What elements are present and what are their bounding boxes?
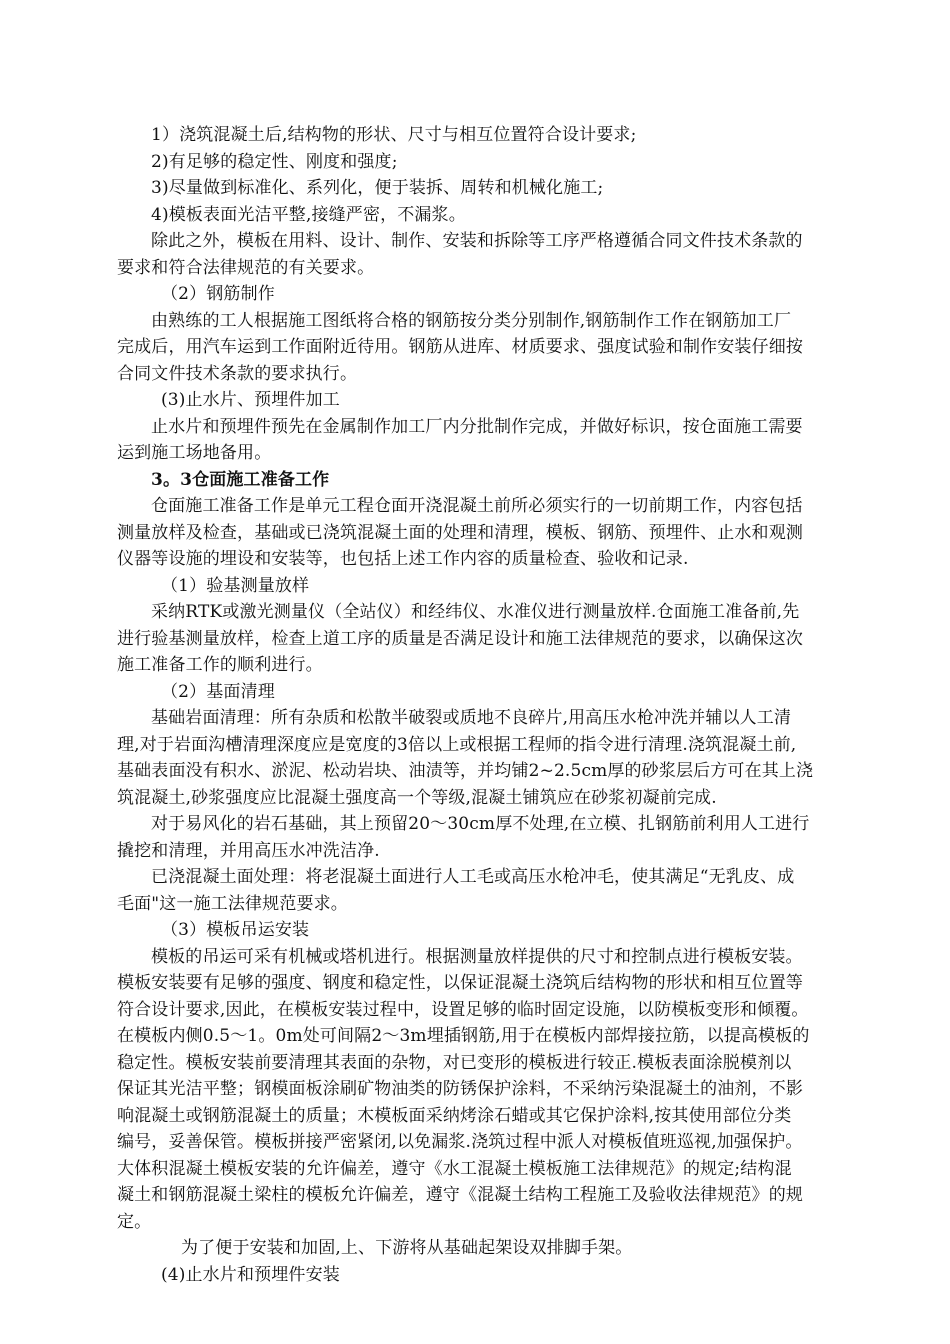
text-line: 在模板内侧0.5～1。0m处可间隔2～3m埋插钢筋,用于在模板内部焊接拉筋，以提高模板的 xyxy=(117,1026,810,1046)
text-line: 由熟练的工人根据施工图纸将合格的钢筋按分类分别制作,钢筋制作工作在钢筋加工厂 xyxy=(151,310,792,331)
text-line: 模板安装要有足够的强度、钢度和稳定性，以保证混凝土浇筑后结构物的形状和相互位置等 xyxy=(117,973,803,993)
text-line: 响混凝土或钢筋混凝土的质量；木模板面采纳烤涂石蜡或其它保护涂料,按其使用部位分类 xyxy=(117,1105,792,1126)
text-line: 为了便于安装和加固,上、下游将从基础起架设双排脚手架。 xyxy=(181,1238,633,1258)
text-line: 运到施工场地备用。 xyxy=(117,443,272,463)
text-line: 模板的吊运可采有机械或塔机进行。根据测量放样提供的尺寸和控制点进行模板安装。 xyxy=(151,946,803,967)
text-line: 稳定性。模板安装前要清理其表面的杂物，对已变形的模板进行较正.模板表面涂脱模剂以 xyxy=(117,1052,792,1073)
text-line: 采纳RTK或激光测量仪（全站仪）和经纬仪、水准仪进行测量放样.仓面施工准备前,先 xyxy=(151,602,800,622)
text-line: 止水片和预埋件预先在金属制作加工厂内分批制作完成，并做好标识，按仓面施工需要 xyxy=(151,416,803,437)
section-heading: 3。3仓面施工准备工作 xyxy=(151,469,330,490)
text-line: 仪器等设施的埋设和安装等，也包括上述工作内容的质量检查、验收和记录. xyxy=(117,549,689,569)
document-body xyxy=(117,122,887,1288)
text-line: 要求和符合法律规范的有关要求。 xyxy=(117,257,375,278)
text-line: （3）模板吊运安装 xyxy=(161,920,310,940)
text-line: 定。 xyxy=(117,1211,152,1232)
text-line: 基础岩面清理：所有杂质和松散半破裂或质地不良碎片,用高压水枪冲洗并辅以人工清 xyxy=(151,708,792,728)
text-line: （1）验基测量放样 xyxy=(161,575,310,596)
text-line: 仓面施工准备工作是单元工程仓面开浇混凝土前所必须实行的一切前期工作，内容包括 xyxy=(151,496,803,516)
text-line: 2)有足够的稳定性、刚度和强度; xyxy=(151,151,398,172)
text-line: 筑混凝土,砂浆强度应比混凝土强度高一个等级,混凝土铺筑应在砂浆初凝前完成. xyxy=(117,787,717,808)
text-line: 测量放样及检查，基础或已浇筑混凝土面的处理和清理，模板、钢筋、预埋件、止水和观测 xyxy=(117,522,803,543)
text-line: 理,对于岩面沟槽清理深度应是宽度的3倍以上或根据工程师的指令进行清理.浇筑混凝土前, xyxy=(117,734,797,755)
text-line: （2）基面清理 xyxy=(161,681,275,702)
text-line: 已浇混凝土面处理：将老混凝土面进行人工毛或高压水枪冲毛，使其满足“无乳皮、成 xyxy=(151,867,795,887)
text-line: 3)尽量做到标准化、系列化，便于装拆、周转和机械化施工; xyxy=(151,178,604,198)
text-line: 符合设计要求,因此，在模板安装过程中，设置足够的临时固定设施，以防模板变形和倾覆。 xyxy=(117,999,809,1020)
text-line: 施工准备工作的顺利进行。 xyxy=(117,655,323,675)
text-line: (3)止水片、预埋件加工 xyxy=(161,390,340,410)
text-line: 完成后，用汽车运到工作面附近待用。钢筋从进库、材质要求、强度试验和制作安装仔细按 xyxy=(117,337,803,357)
text-line: 保证其光洁平整；钢模面板涂刷矿物油类的防锈保护涂料，不采纳污染混凝土的油剂，不影 xyxy=(117,1079,803,1099)
text-line: 凝土和钢筋混凝土梁柱的模板允许偏差，遵守《混凝土结构工程施工及验收法律规范》的规 xyxy=(117,1185,803,1205)
text-line: 编号，妥善保管。模板拼接严密紧闭,以免漏浆.浇筑过程中派人对模板值班巡视,加强保护。 xyxy=(117,1132,803,1152)
text-line: 毛面"这一施工法律规范要求。 xyxy=(117,893,348,914)
text-line: 撬挖和清理，并用高压水冲洗洁净. xyxy=(117,840,380,861)
text-line: （2）钢筋制作 xyxy=(161,284,275,304)
text-line: 大体积混凝土模板安装的允许偏差，遵守《水工混凝土模板施工法律规范》的规定;结构混 xyxy=(117,1158,792,1179)
text-line: 除此之外，模板在用料、设计、制作、安装和拆除等工序严格遵循合同文件技术条款的 xyxy=(151,231,803,251)
text-line: 基础表面没有积水、淤泥、松动岩块、油渍等，并均铺2~2.5cm厚的砂浆层后方可在其上浇 xyxy=(117,761,814,781)
text-line: (4)止水片和预埋件安装 xyxy=(161,1264,340,1285)
text-line: 1）浇筑混凝土后,结构物的形状、尺寸与相互位置符合设计要求; xyxy=(151,125,637,145)
text-line: 对于易风化的岩石基础，其上预留20～30cm厚不处理,在立模、扎钢筋前利用人工进行 xyxy=(151,814,810,834)
text-line: 合同文件技术条款的要求执行。 xyxy=(117,363,358,384)
text-line: 进行验基测量放样，检查上道工序的质量是否满足设计和施工法律规范的要求，以确保这次 xyxy=(117,628,803,649)
text-line: 4)模板表面光洁平整,接缝严密，不漏浆。 xyxy=(151,204,466,225)
